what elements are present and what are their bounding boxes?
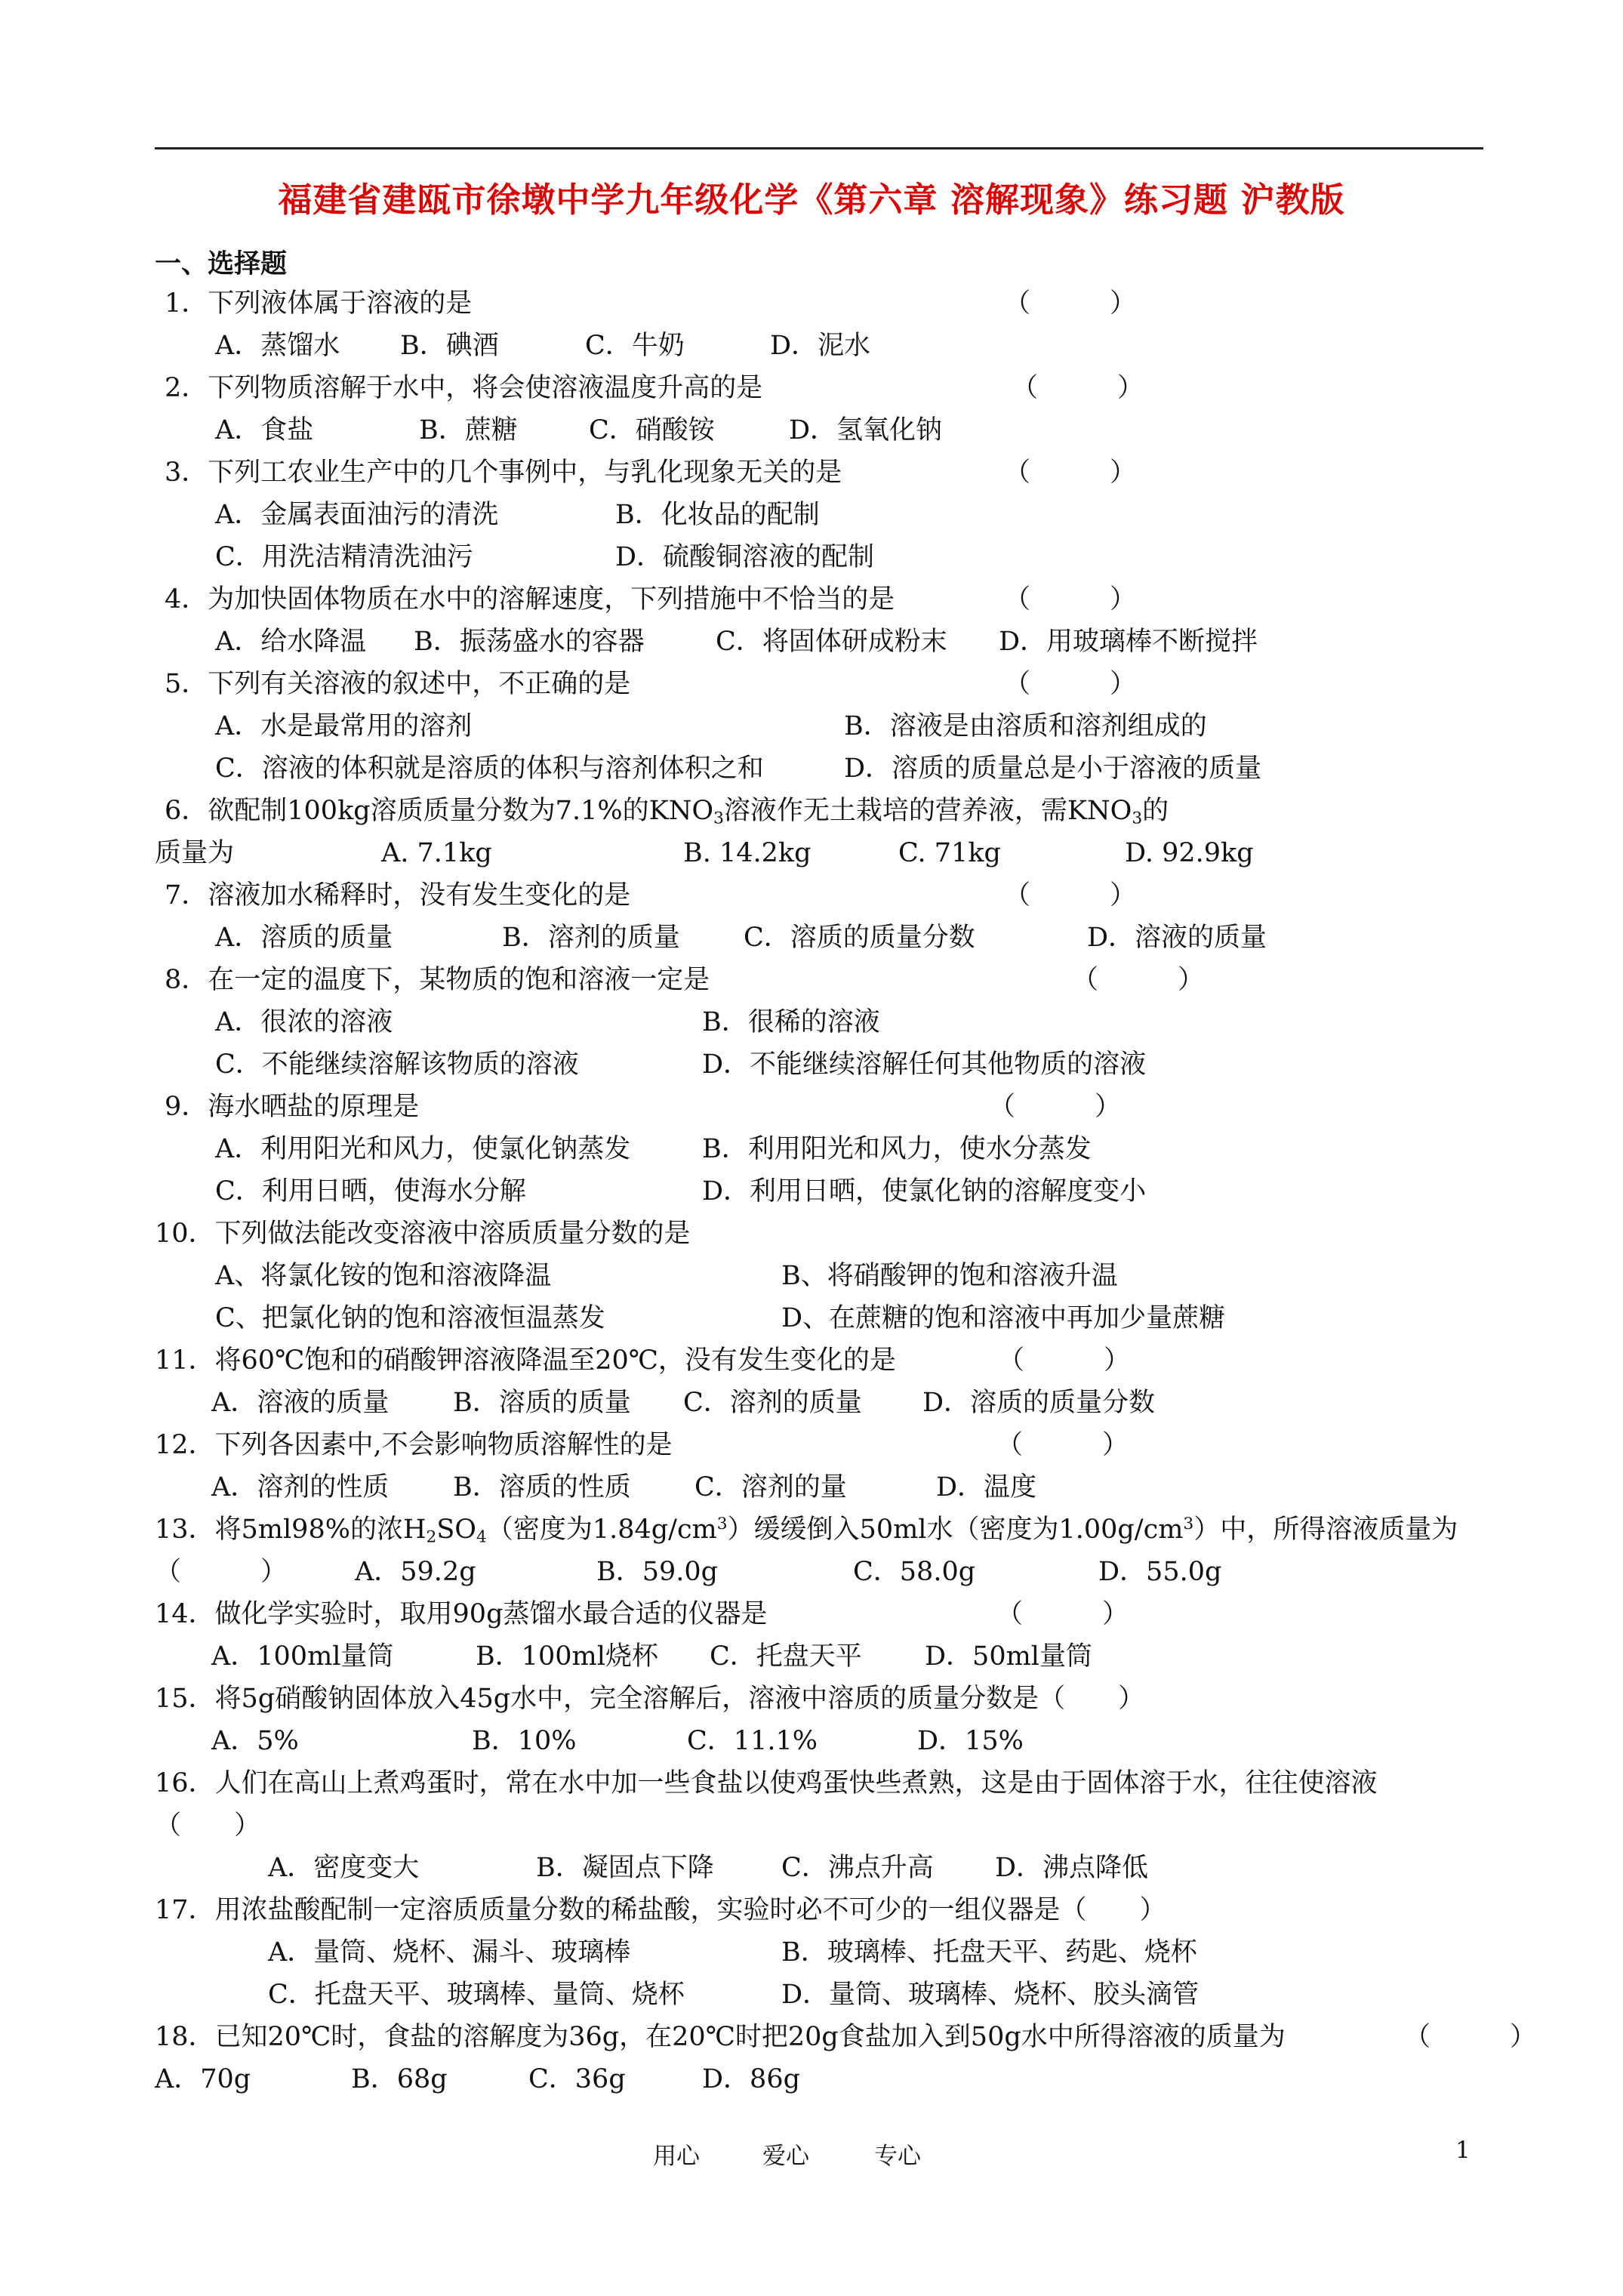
text-line bbox=[165, 288, 473, 319]
subscript: 4 bbox=[476, 1527, 487, 1547]
text-segment: A．溶液的质量 bbox=[211, 1388, 390, 1418]
text-line bbox=[215, 1176, 526, 1207]
text-segment: B．很稀的溶液 bbox=[702, 1007, 880, 1037]
text-line bbox=[453, 1390, 631, 1416]
text-line bbox=[1072, 967, 1204, 994]
text-segment: （ ） bbox=[155, 1811, 261, 1841]
text-line bbox=[215, 629, 366, 655]
text-line bbox=[165, 1094, 419, 1120]
footer-motto-3: 专心 bbox=[874, 2143, 921, 2170]
text-segment: A、将氯化铵的饱和溶液降温 bbox=[215, 1261, 552, 1291]
text-line bbox=[702, 1176, 1147, 1207]
text-line bbox=[155, 2024, 1286, 2051]
text-line bbox=[453, 1472, 631, 1502]
text-line bbox=[936, 1472, 1037, 1502]
text-segment: A．水是最常用的溶剂 bbox=[215, 711, 473, 741]
text-line bbox=[268, 1982, 685, 2008]
text-segment: （ ） bbox=[1004, 669, 1137, 699]
text-line bbox=[215, 756, 764, 782]
text-line bbox=[789, 415, 943, 445]
text-line bbox=[268, 1855, 419, 1881]
text-line bbox=[694, 1472, 847, 1502]
text-line bbox=[596, 1559, 718, 1586]
text-segment: D、在蔗糖的饱和溶液中再加少量蔗糖 bbox=[781, 1303, 1226, 1333]
text-segment: 质量为 bbox=[155, 838, 235, 868]
text-segment: C．溶质的质量分数 bbox=[744, 923, 975, 953]
text-line bbox=[1004, 288, 1137, 319]
text-segment: 8．在一定的温度下，某物质的饱和溶液一定是 bbox=[165, 965, 710, 995]
text-segment: B．10% bbox=[472, 1726, 577, 1756]
text-segment: 7．溶液加水稀释时，没有发生变化的是 bbox=[165, 880, 631, 911]
text-segment: （ ） bbox=[996, 1599, 1129, 1629]
document-title: 福建省建瓯市徐墩中学九年级化学《第六章 溶解现象》练习题 沪教版 bbox=[278, 180, 1345, 220]
text-line bbox=[215, 415, 314, 445]
text-segment: D．50ml量筒 bbox=[925, 1641, 1092, 1672]
text-line bbox=[989, 1094, 1121, 1120]
text-segment: （ ） bbox=[1004, 880, 1137, 911]
text-line bbox=[351, 2066, 448, 2093]
text-segment: A．食盐 bbox=[215, 415, 314, 445]
text-segment: D．量筒、玻璃棒、烧杯、胶头滴管 bbox=[781, 1980, 1200, 2010]
text-segment: （ ） bbox=[1004, 584, 1137, 615]
text-segment: B、将硝酸钾的饱和溶液升温 bbox=[781, 1261, 1118, 1291]
text-line bbox=[998, 1345, 1131, 1376]
text-segment: 17．用浓盐酸配制一定溶质质量分数的稀盐酸，实验时必不可少的一组仪器是（ ） bbox=[155, 1895, 1166, 1925]
text-segment: D．溶质的质量总是小于溶液的质量 bbox=[844, 754, 1262, 784]
text-segment: A．100ml量筒 bbox=[211, 1641, 394, 1672]
text-segment: A．给水降温 bbox=[215, 627, 367, 657]
text-segment: A．密度变大 bbox=[268, 1853, 420, 1883]
text-line bbox=[925, 1641, 1092, 1672]
text-line bbox=[155, 1432, 673, 1459]
text-segment: D．86g bbox=[702, 2064, 801, 2094]
text-segment: D．沸点降低 bbox=[995, 1853, 1149, 1883]
text-line bbox=[917, 1728, 1024, 1755]
text-segment: （密度为1.84g/cm bbox=[486, 1515, 717, 1545]
text-segment: C．58.0g bbox=[853, 1557, 976, 1587]
text-line bbox=[995, 1855, 1148, 1881]
text-line bbox=[922, 1390, 1155, 1416]
text-line bbox=[165, 796, 1169, 828]
text-segment: B．玻璃棒、托盘天平、药匙、烧杯 bbox=[781, 1937, 1197, 1968]
text-line bbox=[400, 333, 499, 359]
text-line bbox=[215, 1136, 630, 1163]
text-line bbox=[215, 1263, 551, 1290]
text-segment: D．利用日晒，使氯化钠的溶解度变小 bbox=[702, 1176, 1147, 1207]
text-segment: （ ） bbox=[155, 1557, 288, 1587]
text-segment: 12．下列各因素中,不会影响物质溶解性的是 bbox=[155, 1430, 673, 1460]
text-segment: 6．欲配制100kg溶质质量分数为7.1%的KNO bbox=[165, 796, 714, 826]
text-segment: B．蔗糖 bbox=[419, 415, 518, 445]
text-line bbox=[770, 333, 870, 359]
text-segment: A．蒸馏水 bbox=[215, 331, 340, 361]
text-segment: A．溶质的质量 bbox=[215, 923, 393, 953]
text-line bbox=[155, 1813, 260, 1839]
text-segment: 溶液作无土栽培的营养液，需KNO bbox=[723, 796, 1132, 826]
text-segment: B．溶液是由溶质和溶剂组成的 bbox=[844, 711, 1207, 741]
text-segment: ）中，所得溶液质量为 bbox=[1193, 1515, 1458, 1545]
text-line bbox=[536, 1855, 714, 1881]
text-line bbox=[165, 375, 762, 402]
text-segment: C．溶液的体积就是溶质的体积与溶剂体积之和 bbox=[215, 754, 764, 784]
text-segment: B．100ml烧杯 bbox=[476, 1641, 658, 1672]
text-segment: C．用洗洁精清洗油污 bbox=[215, 542, 473, 572]
text-line bbox=[615, 544, 874, 571]
text-line bbox=[683, 1390, 862, 1416]
text-line bbox=[702, 1136, 1092, 1163]
text-segment: D．硫酸铜溶液的配制 bbox=[615, 542, 875, 572]
text-segment: 3．下列工农业生产中的几个事例中，与乳化现象无关的是 bbox=[165, 458, 842, 488]
text-segment: 4．为加快固体物质在水中的溶解速度，下列措施中不恰当的是 bbox=[165, 584, 895, 615]
text-line bbox=[215, 502, 498, 529]
text-segment: 18．已知20℃时，食盐的溶解度为36g，在20℃时把20g食盐加入到50g水中所得溶液的质量为 bbox=[155, 2022, 1286, 2052]
text-line bbox=[215, 713, 472, 740]
text-segment: D．氢氧化钠 bbox=[789, 415, 943, 445]
text-segment: B．碘酒 bbox=[400, 331, 499, 361]
text-line bbox=[215, 1009, 393, 1036]
text-line bbox=[155, 1559, 287, 1586]
text-segment: D．不能继续溶解任何其他物质的溶液 bbox=[702, 1049, 1147, 1080]
text-line bbox=[744, 925, 975, 951]
text-segment: C．沸点升高 bbox=[781, 1853, 934, 1883]
text-line bbox=[1087, 925, 1267, 951]
text-line bbox=[781, 1263, 1118, 1290]
text-segment: 2．下列物质溶解于水中，将会使溶液温度升高的是 bbox=[165, 373, 763, 403]
text-segment: （ ） bbox=[989, 1092, 1122, 1122]
text-line bbox=[165, 967, 710, 994]
subscript: 3 bbox=[713, 809, 724, 828]
text-line bbox=[155, 2066, 251, 2093]
text-line bbox=[211, 1390, 389, 1416]
text-segment: 13．将5ml98%的浓H bbox=[155, 1515, 427, 1545]
text-line bbox=[716, 629, 947, 655]
text-line bbox=[355, 1559, 476, 1586]
text-line bbox=[211, 1728, 299, 1755]
text-segment: B．振荡盛水的容器 bbox=[414, 627, 645, 657]
text-line bbox=[165, 880, 631, 911]
text-segment: SO bbox=[436, 1515, 476, 1545]
text-segment: A．很浓的溶液 bbox=[215, 1007, 393, 1037]
text-segment: C．牛奶 bbox=[585, 331, 685, 361]
footer-motto-1: 用心 bbox=[653, 2143, 700, 2170]
text-line bbox=[215, 1049, 579, 1080]
text-line bbox=[702, 1049, 1147, 1080]
text-line bbox=[585, 333, 685, 359]
text-segment: B．化妆品的配制 bbox=[615, 500, 820, 530]
text-line bbox=[687, 1728, 818, 1755]
text-line bbox=[702, 2066, 800, 2093]
text-segment: （ ） bbox=[996, 1430, 1129, 1460]
text-line bbox=[702, 1009, 880, 1036]
text-line bbox=[211, 1472, 390, 1502]
text-segment: D．15% bbox=[917, 1726, 1024, 1756]
text-segment: D．溶液的质量 bbox=[1087, 923, 1267, 953]
text-segment: 5．下列有关溶液的叙述中，不正确的是 bbox=[165, 669, 631, 699]
text-line bbox=[155, 1601, 767, 1628]
text-segment: 10．下列做法能改变溶液中溶质质量分数的是 bbox=[155, 1219, 691, 1249]
text-line bbox=[1004, 671, 1136, 698]
text-segment: B．溶质的质量 bbox=[453, 1388, 631, 1418]
section-heading: 一、选择题 bbox=[155, 248, 288, 279]
text-line bbox=[155, 840, 234, 867]
text-segment: A．溶剂的性质 bbox=[211, 1472, 390, 1502]
text-segment: C．托盘天平、玻璃棒、量筒、烧杯 bbox=[268, 1980, 685, 2010]
text-line bbox=[1012, 375, 1144, 402]
text-line bbox=[155, 1897, 1166, 1924]
text-line bbox=[211, 1641, 394, 1672]
footer-motto-2: 爱心 bbox=[762, 2143, 809, 2170]
text-segment: （ ） bbox=[1004, 458, 1137, 488]
text-line bbox=[528, 2066, 626, 2093]
text-line bbox=[381, 840, 492, 867]
text-line bbox=[710, 1641, 862, 1672]
text-segment: 1．下列液体属于溶液的是 bbox=[165, 288, 473, 319]
text-segment: （ ） bbox=[998, 1345, 1131, 1376]
text-line bbox=[683, 840, 812, 867]
text-line bbox=[996, 1432, 1129, 1459]
text-segment: C. 71kg bbox=[898, 838, 1001, 868]
text-segment: C．利用日晒，使海水分解 bbox=[215, 1176, 526, 1207]
text-line bbox=[615, 502, 820, 529]
text-segment: A．利用阳光和风力，使氯化钠蒸发 bbox=[215, 1134, 631, 1164]
text-line bbox=[1004, 880, 1137, 911]
text-segment: C．11.1% bbox=[687, 1726, 818, 1756]
text-line bbox=[268, 1937, 631, 1968]
superscript: 3 bbox=[1183, 1515, 1194, 1534]
text-line bbox=[155, 1768, 1378, 1798]
text-line bbox=[781, 1937, 1197, 1968]
text-line bbox=[165, 460, 842, 486]
text-segment: （ ） bbox=[1012, 373, 1144, 403]
text-segment: B．溶质的性质 bbox=[453, 1472, 631, 1502]
text-segment: 的 bbox=[1142, 796, 1169, 826]
text-line bbox=[414, 629, 645, 655]
text-line bbox=[165, 584, 895, 615]
text-segment: A．5% bbox=[211, 1726, 299, 1756]
text-segment: A．量筒、烧杯、漏斗、玻璃棒 bbox=[268, 1937, 631, 1968]
text-line bbox=[215, 925, 393, 951]
text-line bbox=[502, 925, 680, 951]
text-segment: 14．做化学实验时，取用90g蒸馏水最合适的仪器是 bbox=[155, 1599, 768, 1629]
text-segment: ）缓缓倒入50ml水（密度为1.00g/cm bbox=[727, 1515, 1184, 1545]
text-segment: B．68g bbox=[351, 2064, 448, 2094]
text-line bbox=[781, 1982, 1199, 2008]
text-segment: 11．将60℃饱和的硝酸钾溶液降温至20℃，没有发生变化的是 bbox=[155, 1345, 896, 1376]
text-line bbox=[155, 1221, 691, 1247]
text-line bbox=[589, 415, 715, 445]
text-segment: C．溶剂的量 bbox=[694, 1472, 847, 1502]
text-line bbox=[844, 756, 1261, 782]
text-segment: C．不能继续溶解该物质的溶液 bbox=[215, 1049, 579, 1080]
text-line bbox=[999, 629, 1258, 655]
text-segment: A．金属表面油污的清洗 bbox=[215, 500, 499, 530]
text-segment: D．泥水 bbox=[770, 331, 871, 361]
text-line bbox=[165, 671, 630, 698]
text-line bbox=[1404, 2024, 1536, 2051]
text-segment: C．36g bbox=[528, 2064, 626, 2094]
text-segment: D. 92.9kg bbox=[1125, 838, 1254, 868]
text-segment: （ ） bbox=[1404, 2022, 1537, 2052]
text-segment: （ ） bbox=[1004, 288, 1137, 319]
text-line bbox=[215, 1305, 605, 1332]
text-segment: B．溶剂的质量 bbox=[502, 923, 680, 953]
text-segment: A．70g bbox=[155, 2064, 251, 2094]
text-line bbox=[898, 840, 1001, 867]
text-line bbox=[781, 1305, 1225, 1332]
text-line bbox=[476, 1641, 658, 1672]
page-number: 1 bbox=[1455, 2137, 1471, 2164]
superscript: 3 bbox=[716, 1515, 728, 1534]
text-segment: 16．人们在高山上煮鸡蛋时，常在水中加一些食盐以使鸡蛋快些煮熟，这是由于固体溶于水，往往使溶液 bbox=[155, 1768, 1378, 1798]
text-segment: B．凝固点下降 bbox=[536, 1853, 714, 1883]
text-segment: D．温度 bbox=[936, 1472, 1037, 1502]
text-segment: D．溶质的质量分数 bbox=[922, 1388, 1156, 1418]
text-line bbox=[1098, 1559, 1221, 1586]
text-line bbox=[781, 1855, 934, 1881]
text-line bbox=[844, 713, 1207, 740]
subscript: 2 bbox=[426, 1527, 437, 1547]
text-line bbox=[472, 1728, 577, 1755]
text-line bbox=[155, 1515, 1458, 1547]
header-rule bbox=[155, 147, 1483, 149]
text-segment: B. 14.2kg bbox=[683, 838, 812, 868]
text-line bbox=[1125, 840, 1254, 867]
text-line bbox=[155, 1345, 896, 1376]
text-segment: C．溶剂的质量 bbox=[683, 1388, 862, 1418]
text-segment: C．将固体研成粉末 bbox=[716, 627, 947, 657]
text-segment: A．59.2g bbox=[355, 1557, 476, 1587]
text-line bbox=[1004, 584, 1137, 615]
text-line bbox=[853, 1559, 975, 1586]
text-line bbox=[996, 1601, 1129, 1628]
text-segment: （ ） bbox=[1072, 965, 1205, 995]
text-segment: C．托盘天平 bbox=[710, 1641, 862, 1672]
text-segment: A. 7.1kg bbox=[381, 838, 492, 868]
text-line bbox=[215, 333, 340, 359]
text-segment: C．硝酸铵 bbox=[589, 415, 715, 445]
text-line bbox=[1004, 460, 1136, 486]
text-line bbox=[155, 1686, 1144, 1712]
text-segment: D．55.0g bbox=[1098, 1557, 1222, 1587]
text-segment: 9．海水晒盐的原理是 bbox=[165, 1092, 420, 1122]
text-segment: D．用玻璃棒不断搅拌 bbox=[999, 627, 1258, 657]
text-segment: B．59.0g bbox=[596, 1557, 719, 1587]
text-segment: C、把氯化钠的饱和溶液恒温蒸发 bbox=[215, 1303, 605, 1333]
text-segment: 15．将5g硝酸钠固体放入45g水中，完全溶解后，溶液中溶质的质量分数是（ ） bbox=[155, 1684, 1145, 1714]
text-segment: B．利用阳光和风力，使水分蒸发 bbox=[702, 1134, 1092, 1164]
subscript: 3 bbox=[1132, 809, 1143, 828]
text-line bbox=[419, 415, 518, 445]
text-line bbox=[215, 544, 473, 571]
